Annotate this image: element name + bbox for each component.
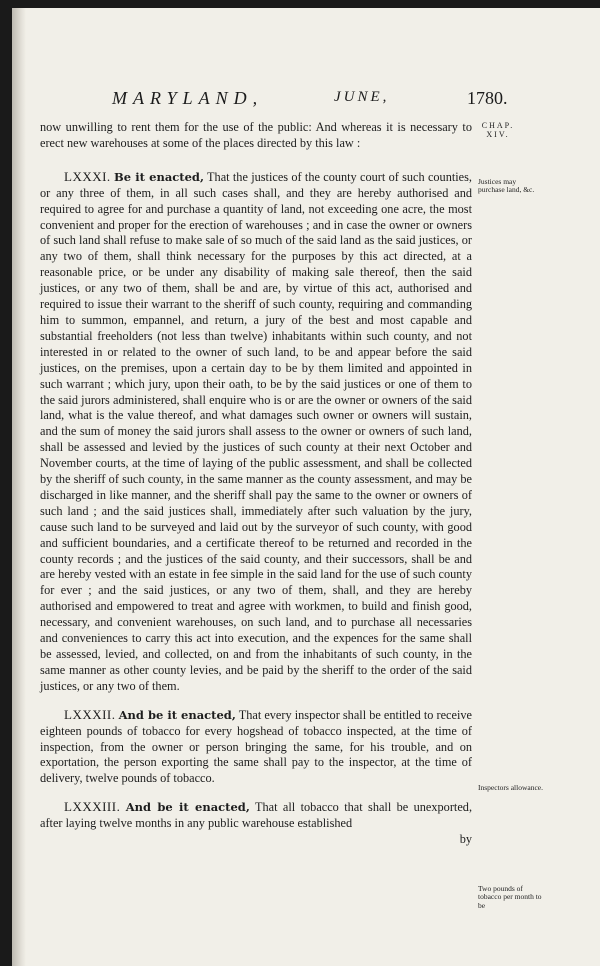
margin-note-two-pounds: Two pounds of tobacco per month to be — [478, 884, 542, 910]
running-head-title: MARYLAND, — [112, 88, 264, 108]
section-number: LXXXIII. — [64, 799, 121, 815]
section-text: That every inspector shall be entitled to receive eighteen pounds of tobacco for every hogshead of tobacco inspected, at the time of inspection, from the owner or person bringing the same, for his trouble, and on exportation, the person exporting the same shall pay to the inspector, at the time of delivery, twelve pounds of tobacco. — [40, 707, 472, 786]
chapter-label: CHAP. — [481, 121, 515, 130]
enacting-clause: And be it enacted, — [125, 800, 250, 815]
body-text — [40, 120, 472, 848]
section-82 — [40, 707, 472, 788]
page-spine-shadow — [12, 8, 26, 966]
section-83 — [40, 799, 472, 832]
running-head-month: JUNE, — [334, 89, 390, 105]
catchword: by — [459, 832, 472, 847]
section-text: That all tobacco that shall be unexported, after laying twelve months in any public warehouse established — [40, 800, 473, 831]
intro-paragraph: now unwilling to rent them for the use of the public: And whereas it is necessary to erect new warehouses at some of the places directed by this law : — [40, 120, 472, 150]
margin-note-justices: Justices may purchase land, &c. — [478, 177, 535, 195]
running-head-year: 1780. — [467, 88, 508, 108]
section-text: That the justices of the county court of such counties, or any three of them, in all such cases shall, and they are hereby authorised and required to agree for and purchase a quantity of land, not exceeding one acre, the most convenient and proper for the erection of warehouses ; and in case the owner or owners of such land shall refuse to make sale of so much of the said land as the said justices, or any two of them, shall think necessary for the purposes by this act directed, at a reasonable price, or be under any disability of making sale thereof, then the said justices, or any two of them, shall be and are, by virtue of this act, authorised and required to issue their warrant to the sheriff of such county, requiring and commanding him to summon, empannel, and return, a jury of the best and most capable and substantial freeholders (not less than twelve) inhabitants within such county, and not interested in or related to the owner of such land, to be and appear before the said justices, on the premises, upon a certain day to be by them limited and appointed in such warrant ; which jury, upon their oath, to be by the said justices or one of them to the said jurors administered, shall enquire who is or are the owner or owners of the said land, what is the value thereof, and what damages such owner or owners will sustain, and the sum of money the said jurors shall assess to the owner or owners of such land, shall be assessed and levied by the justices of such county at their next October and November courts, at the time of laying of the public assessment, and shall be collected by the sheriff of such county, in the same manner as the county assessment, and may be discharged in like manner, and the sheriff shall pay the same to the owner or owners of such land ; and the said justices shall, immediately after such valuation by the jury, cause such land to be surveyed and laid out by the surveyor of such county, with good and sufficient boundaries, and a certificate thereof to be returned and recorded in the county records ; and the justices of the said county, and their successors, shall be and are hereby vested with an estate in fee simple in the said land for the use of such county for ever ; and the said justices, or any two of them, shall, and they are hereby authorised and empowered to treat and agree with workmen, to build and finish good, necessary, and convenient warehouses, on such land, and to purchase all necessaries and conveniences to carry this act into execution, and the expences for the same shall be assessed, levied, and collected, on and from the inhabitants of such county, in the same manner as other county levies, and be paid by the sheriff to the order of the said justices, or any two of them. — [40, 169, 472, 693]
section-81 — [40, 169, 472, 695]
section-number: LXXXII. — [64, 706, 116, 722]
section-number: LXXXI. — [64, 168, 111, 184]
chapter-marker — [480, 121, 516, 139]
book-page — [12, 8, 600, 966]
margin-note-inspectors: Inspectors allowance. — [478, 783, 543, 792]
enacting-clause: And be it enacted, — [118, 707, 236, 722]
enacting-clause: Be it enacted, — [113, 169, 204, 184]
chapter-number: XIV. — [486, 130, 510, 139]
